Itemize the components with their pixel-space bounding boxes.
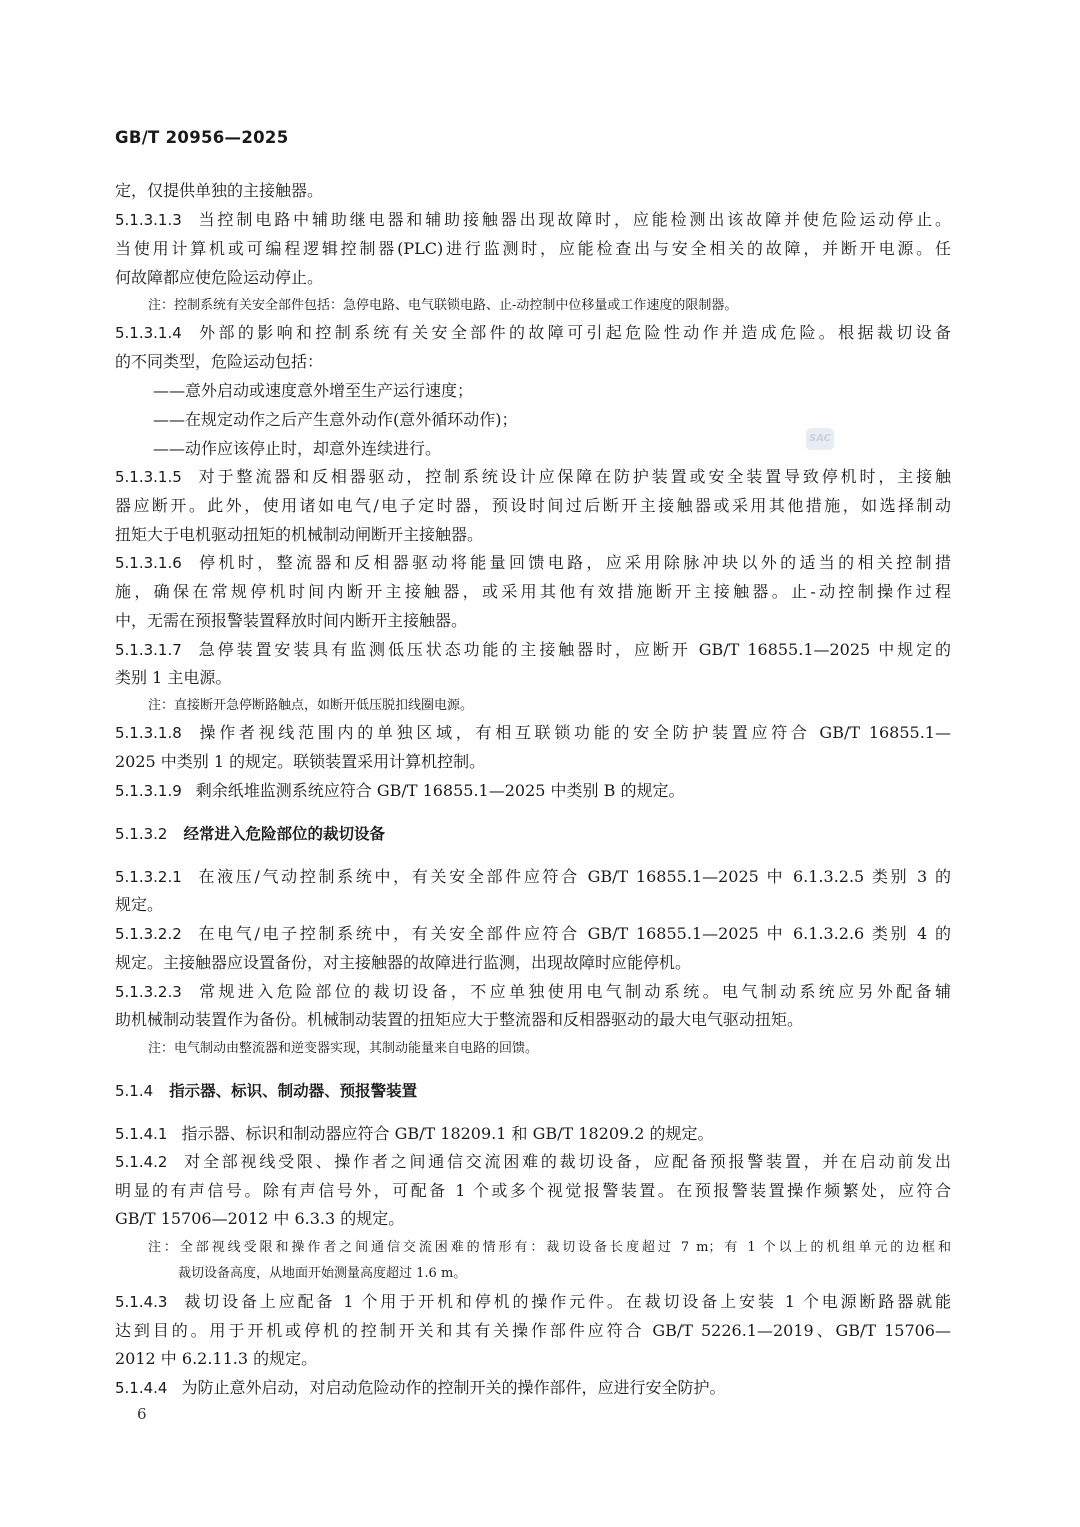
section-heading-5-1-4 <box>115 1081 951 1101</box>
heading-text: 经常进入危险部位的裁切设备 <box>183 825 385 843</box>
text-line: 类别 1 主电源。 <box>115 668 232 687</box>
note-line: 注：电气制动由整流器和逆变器实现，其制动能量来自电路的回馈。 <box>148 1041 539 1056</box>
clause-5-1-3-2-1 <box>115 867 951 887</box>
text-line: 助机械制动装置作为备份。机械制动装置的扭矩应大于整流器和反相器驱动的最大电气驱动扭矩。 <box>115 1010 804 1029</box>
clause-text: 常规进入危险部位的裁切设备，不应单独使用电气制动系统。电气制动系统应另外配备辅 <box>195 982 951 1001</box>
text-line: 2025 中类别 1 的规定。联锁装置采用计算机控制。 <box>115 752 486 771</box>
clause-number: 5.1.3.2.2 <box>115 925 182 943</box>
clause-5-1-4-2 <box>115 1152 951 1172</box>
clause-number: 5.1.3.2.1 <box>115 868 182 886</box>
clause-5-1-4-4 <box>115 1378 951 1398</box>
clause-5-1-3-2-3 <box>115 982 951 1002</box>
sac-watermark-logo: SAC <box>806 428 834 450</box>
clause-text: 停机时，整流器和反相器驱动将能量回馈电路，应采用除脉冲块以外的适当的相关控制措 <box>195 553 951 572</box>
clause-5-1-3-1-5 <box>115 467 951 487</box>
text-line: 规定。 <box>115 895 164 914</box>
clause-5-1-3-1-9 <box>115 781 951 801</box>
note-line: 注：控制系统有关安全部件包括：急停电路、电气联锁电路、止-动控制中位移量或工作速度的限制器。 <box>148 298 738 313</box>
clause-text: 急停装置安装具有监测低压状态功能的主接触器时，应断开 GB/T 16855.1—2025 中规定的 <box>195 640 951 659</box>
list-item: ——动作应该停止时，却意外连续进行。 <box>153 439 442 458</box>
clause-5-1-3-1-6 <box>115 553 951 573</box>
list-item: ——在规定动作之后产生意外动作(意外循环动作)； <box>153 410 518 429</box>
clause-number: 5.1.4.2 <box>115 1153 168 1171</box>
note-line: 注：全部视线受限和操作者之间通信交流困难的情形有：裁切设备长度超过 7 m；有 1 个以上的机组单元的边框和 <box>148 1240 951 1255</box>
clause-text: 操作者视线范围内的单独区域，有相互联锁功能的安全防护装置应符合 GB/T 16855.1— <box>195 723 951 742</box>
clause-5-1-3-2-2 <box>115 924 951 944</box>
text-line: 施，确保在常规停机时间内断开主接触器，或采用其他有效措施断开主接触器。止-动控制操作过程 <box>115 582 951 601</box>
text-line: 的不同类型，危险运动包括： <box>115 352 324 371</box>
clause-text: 在液压/气动控制系统中，有关安全部件应符合 GB/T 16855.1—2025 中 6.1.3.2.5 类别 3 的 <box>195 867 951 886</box>
clause-number: 5.1.3.1.3 <box>115 211 182 229</box>
clause-number: 5.1.3.1.5 <box>115 468 182 486</box>
clause-number: 5.1.3.1.7 <box>115 641 182 659</box>
list-item: ——意外启动或速度意外增至生产运行速度； <box>153 381 474 400</box>
text-line: 规定。主接触器应设置备份，对主接触器的故障进行监测，出现故障时应能停机。 <box>115 953 692 972</box>
clause-text: 指示器、标识和制动器应符合 GB/T 18209.1 和 GB/T 18209.2 的规定。 <box>181 1124 714 1143</box>
clause-text: 外部的影响和控制系统有关安全部件的故障可引起危险性动作并造成危险。根据裁切设备 <box>195 323 951 342</box>
text-line: 扭矩大于电机驱动扭矩的机械制动闸断开主接触器。 <box>115 525 484 544</box>
clause-5-1-3-1-7 <box>115 640 951 660</box>
note-line: 注：直接断开急停断路触点，如断开低压脱扣线圈电源。 <box>148 698 474 713</box>
clause-5-1-3-1-4 <box>115 323 951 343</box>
clause-number: 5.1.3.1.8 <box>115 724 182 742</box>
text-line: 明显的有声信号。除有声信号外，可配备 1 个或多个视觉报警装置。在预报警装置操作频繁处，应符合 <box>115 1181 951 1200</box>
text-line: 器应断开。此外，使用诸如电气/电子定时器，预设时间过后断开主接触器或采用其他措施，如选择制动 <box>115 496 951 515</box>
clause-text: 裁切设备上应配备 1 个用于开机和停机的操作元件。在裁切设备上安装 1 个电源断路器就能 <box>181 1292 951 1311</box>
text-line: 何故障都应使危险运动停止。 <box>115 268 324 287</box>
heading-number: 5.1.4 <box>115 1082 154 1100</box>
clause-number: 5.1.4.1 <box>115 1125 168 1143</box>
text-line: GB/T 15706—2012 中 6.3.3 的规定。 <box>115 1209 405 1228</box>
clause-5-1-4-3 <box>115 1292 951 1312</box>
text-line: 2012 中 6.2.11.3 的规定。 <box>115 1349 318 1368</box>
text-line: 定，仅提供单独的主接触器。 <box>115 181 324 200</box>
clause-number: 5.1.4.4 <box>115 1379 168 1397</box>
heading-text: 指示器、标识、制动器、预报警装置 <box>169 1082 418 1100</box>
clause-text: 为防止意外启动，对启动危险动作的控制开关的操作部件，应进行安全防护。 <box>181 1378 726 1397</box>
text-line: 达到目的。用于开机或停机的控制开关和其有关操作部件应符合 GB/T 5226.1—2019、GB/T 15706— <box>115 1321 951 1340</box>
clause-text: 在电气/电子控制系统中，有关安全部件应符合 GB/T 16855.1—2025 中 6.1.3.2.6 类别 4 的 <box>195 924 951 943</box>
clause-text: 对全部视线受限、操作者之间通信交流困难的裁切设备，应配备预报警装置，并在启动前发出 <box>181 1152 951 1171</box>
heading-number: 5.1.3.2 <box>115 825 168 843</box>
clause-text: 对于整流器和反相器驱动，控制系统设计应保障在防护装置或安全装置导致停机时，主接触 <box>195 467 951 486</box>
clause-number: 5.1.3.2.3 <box>115 983 182 1001</box>
clause-number: 5.1.3.1.4 <box>115 324 182 342</box>
note-line: 裁切设备高度，从地面开始测量高度超过 1.6 m。 <box>178 1266 467 1281</box>
clause-5-1-4-1 <box>115 1124 951 1144</box>
clause-text: 当控制电路中辅助继电器和辅助接触器出现故障时，应能检测出该故障并使危险运动停止。 <box>195 210 951 229</box>
clause-text: 剩余纸堆监测系统应符合 GB/T 16855.1—2025 中类别 B 的规定。 <box>195 781 685 800</box>
clause-5-1-3-1-3 <box>115 210 951 230</box>
clause-number: 5.1.3.1.6 <box>115 554 182 572</box>
page-number: 6 <box>137 1405 147 1423</box>
text-line: 当使用计算机或可编程逻辑控制器(PLC)进行监测时，应能检查出与安全相关的故障，并断开电源。任 <box>115 239 951 258</box>
section-heading-5-1-3-2 <box>115 824 951 844</box>
standard-code-header: GB/T 20956—2025 <box>115 128 289 147</box>
clause-number: 5.1.3.1.9 <box>115 782 182 800</box>
clause-number: 5.1.4.3 <box>115 1293 168 1311</box>
text-line: 中，无需在预报警装置释放时间内断开主接触器。 <box>115 611 468 630</box>
clause-5-1-3-1-8 <box>115 723 951 743</box>
